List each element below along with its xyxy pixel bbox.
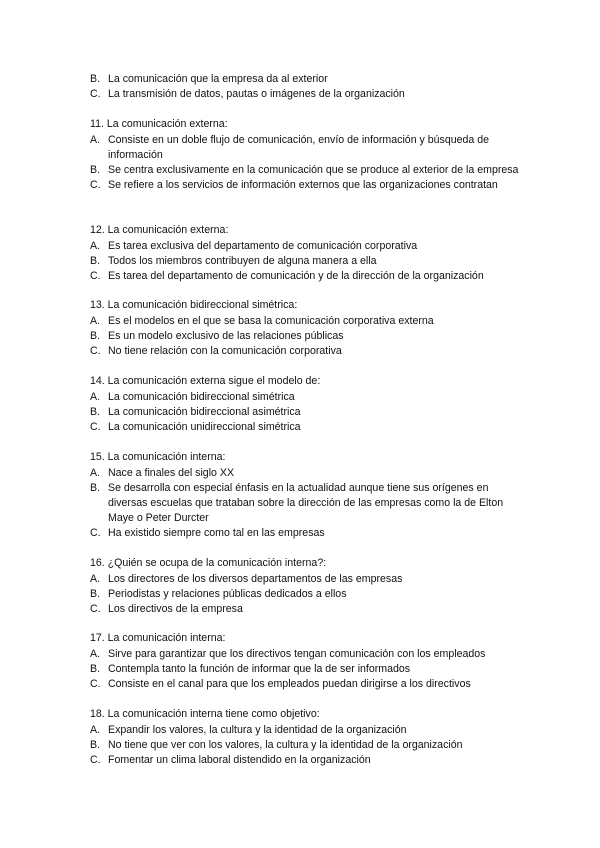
option-text: Expandir los valores, la cultura y la identidad de la organización (108, 724, 407, 736)
option-c (90, 602, 530, 617)
option-b (90, 738, 530, 753)
option-c (90, 420, 530, 435)
question-18 (90, 707, 530, 768)
option-text: Es tarea del departamento de comunicación y de la dirección de la organización (108, 270, 484, 282)
question-10-continued (90, 72, 530, 102)
option-text: Consiste en un doble flujo de comunicación, envío de información y búsqueda de información (108, 134, 490, 161)
option-text: Es tarea exclusiva del departamento de comunicación corporativa (108, 240, 418, 252)
question-17 (90, 631, 530, 692)
option-letter: A. (90, 391, 101, 403)
question-title: 17. La comunicación interna: (90, 632, 226, 644)
option-c (90, 178, 530, 193)
option-text: Los directores de los diversos departamentos de las empresas (108, 573, 403, 585)
question-title: 18. La comunicación interna tiene como objetivo: (90, 708, 320, 720)
option-a (90, 239, 530, 254)
option-a (90, 647, 530, 662)
question-title: 11. La comunicación externa: (90, 118, 228, 130)
option-c (90, 269, 530, 284)
option-b (90, 405, 530, 420)
option-text: Contempla tanto la función de informar que la de ser informados (108, 663, 411, 675)
option-b (90, 72, 530, 87)
option-b (90, 481, 530, 526)
option-text: Ha existido siempre como tal en las empresas (108, 527, 325, 539)
question-title: 12. La comunicación externa: (90, 224, 229, 236)
option-letter: B. (90, 330, 101, 342)
option-letter: A. (90, 240, 101, 252)
option-letter: C. (90, 179, 101, 191)
question-16 (90, 556, 530, 617)
option-c (90, 677, 530, 692)
option-letter: C. (90, 527, 101, 539)
option-text: Nace a finales del siglo XX (108, 467, 235, 479)
option-a (90, 723, 530, 738)
option-c (90, 87, 530, 102)
option-text: La transmisión de datos, pautas o imágenes de la organización (108, 88, 405, 100)
option-letter: B. (90, 164, 101, 176)
option-b (90, 329, 530, 344)
option-letter: B. (90, 739, 101, 751)
question-title: 15. La comunicación interna: (90, 451, 226, 463)
option-letter: C. (90, 754, 101, 766)
option-letter: B. (90, 482, 101, 494)
option-letter: A. (90, 315, 101, 327)
option-letter: B. (90, 663, 101, 675)
option-text: No tiene que ver con los valores, la cultura y la identidad de la organización (108, 739, 463, 751)
option-text: No tiene relación con la comunicación corporativa (108, 345, 342, 357)
option-text: Todos los miembros contribuyen de alguna manera a ella (108, 255, 377, 267)
option-text: La comunicación bidireccional simétrica (108, 391, 295, 403)
option-letter: A. (90, 467, 101, 479)
question-title: 14. La comunicación externa sigue el modelo de: (90, 375, 321, 387)
option-letter: A. (90, 134, 101, 146)
question-15 (90, 450, 530, 541)
question-12 (90, 223, 530, 284)
option-letter: C. (90, 270, 101, 282)
option-b (90, 163, 530, 178)
option-letter: C. (90, 421, 101, 433)
option-letter: C. (90, 88, 101, 100)
option-letter: C. (90, 345, 101, 357)
option-text: Se centra exclusivamente en la comunicación que se produce al exterior de la empresa (108, 164, 519, 176)
question-14 (90, 374, 530, 435)
option-a (90, 572, 530, 587)
option-letter: A. (90, 648, 101, 660)
option-a (90, 314, 530, 329)
option-text: Los directivos de la empresa (108, 603, 243, 615)
option-a (90, 390, 530, 405)
option-letter: B. (90, 73, 101, 85)
option-b (90, 662, 530, 677)
option-text: Sirve para garantizar que los directivos tengan comunicación con los empleados (108, 648, 486, 660)
option-letter: B. (90, 255, 101, 267)
option-letter: B. (90, 588, 101, 600)
option-c (90, 526, 530, 541)
option-text: Fomentar un clima laboral distendido en la organización (108, 754, 371, 766)
option-text: La comunicación bidireccional asimétrica (108, 406, 301, 418)
option-letter: A. (90, 573, 101, 585)
option-text: Se desarrolla con especial énfasis en la actualidad aunque tiene sus orígenes en diversas escuelas que trataban sobre la dirección de las empresas como la de Elton Maye o Peter Durcter (108, 482, 504, 524)
option-text: La comunicación unidireccional simétrica (108, 421, 301, 433)
option-b (90, 254, 530, 269)
option-text: Se refiere a los servicios de información externos que las organizaciones contratan (108, 179, 498, 191)
question-title: 13. La comunicación bidireccional simétrica: (90, 299, 298, 311)
option-text: Periodistas y relaciones públicas dedicados a ellos (108, 588, 347, 600)
option-letter: C. (90, 603, 101, 615)
option-text: La comunicación que la empresa da al exterior (108, 73, 328, 85)
option-text: Consiste en el canal para que los empleados puedan dirigirse a los directivos (108, 678, 471, 690)
option-b (90, 587, 530, 602)
option-a (90, 466, 530, 481)
option-c (90, 344, 530, 359)
question-11 (90, 117, 530, 193)
option-letter: A. (90, 724, 101, 736)
option-a (90, 133, 530, 163)
option-c (90, 753, 530, 768)
option-text: Es un modelo exclusivo de las relaciones públicas (108, 330, 344, 342)
option-text: Es el modelos en el que se basa la comunicación corporativa externa (108, 315, 434, 327)
option-letter: C. (90, 678, 101, 690)
question-13 (90, 298, 530, 359)
question-title: 16. ¿Quién se ocupa de la comunicación interna?: (90, 557, 327, 569)
option-letter: B. (90, 406, 101, 418)
